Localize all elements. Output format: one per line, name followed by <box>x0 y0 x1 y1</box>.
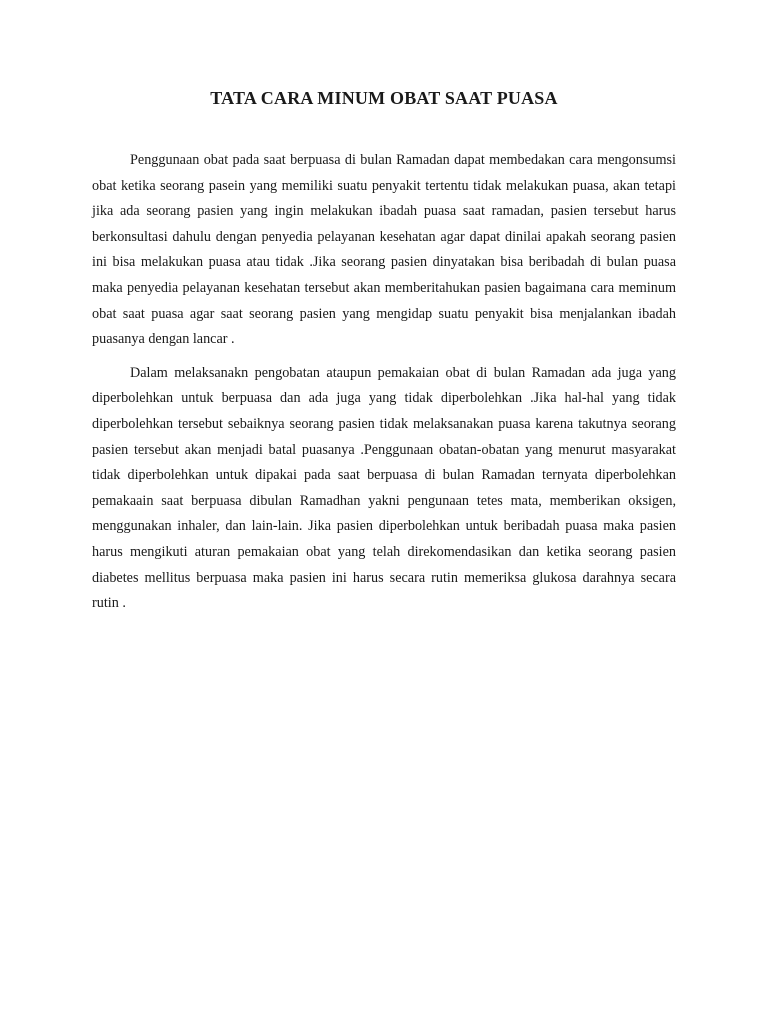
document-body <box>92 148 676 625</box>
paragraph-2: Dalam melaksanakn pengobatan ataupun pemakaian obat di bulan Ramadan ada juga yang diperbolehkan untuk berpuasa dan ada juga yang tidak diperbolehkan .Jika hal-hal yang tidak diperbolehkan tersebut sebaiknya seorang pasien tidak melaksanakan puasa karena takutnya seorang pasien tersebut akan menjadi batal puasanya .Penggunaan obatan-obatan yang menurut masyarakat tidak diperbolehkan untuk dipakai pada saat berpuasa di bulan Ramadan ternyata diperbolehkan pemakaain saat berpuasa dibulan Ramadhan yakni pengunaan tetes mata, memberikan oksigen, menggunakan inhaler, dan lain-lain. Jika pasien diperbolehkan untuk beribadah puasa maka pasien harus mengikuti aturan pemakaian obat yang telah direkomendasikan dan ketika seorang pasien diabetes mellitus berpuasa maka pasien ini harus secara rutin memeriksa glukosa darahnya secara rutin . <box>92 364 676 612</box>
document-title: TATA CARA MINUM OBAT SAAT PUASA <box>210 88 558 108</box>
paragraph-1: Penggunaan obat pada saat berpuasa di bulan Ramadan dapat membedakan cara mengonsumsi obat ketika seorang pasein yang memiliki suatu penyakit tertentu tidak melakukan puasa, akan tetapi jika ada seorang pasien yang ingin melakukan ibadah puasa saat ramadan, pasien tersebut harus berkonsultasi dahulu dengan penyedia pelayanan kesehatan agar dapat dinilai apakah seorang pasien ini bisa melakukan puasa atau tidak .Jika seorang pasien dinyatakan bisa beribadah di bulan puasa maka penyedia pelayanan kesehatan tersebut akan memberitahukan pasien bagaimana cara meminum obat saat puasa agar saat seorang pasien yang mengidap suatu penyakit bisa menjalankan ibadah puasanya dengan lancar . <box>92 152 676 348</box>
